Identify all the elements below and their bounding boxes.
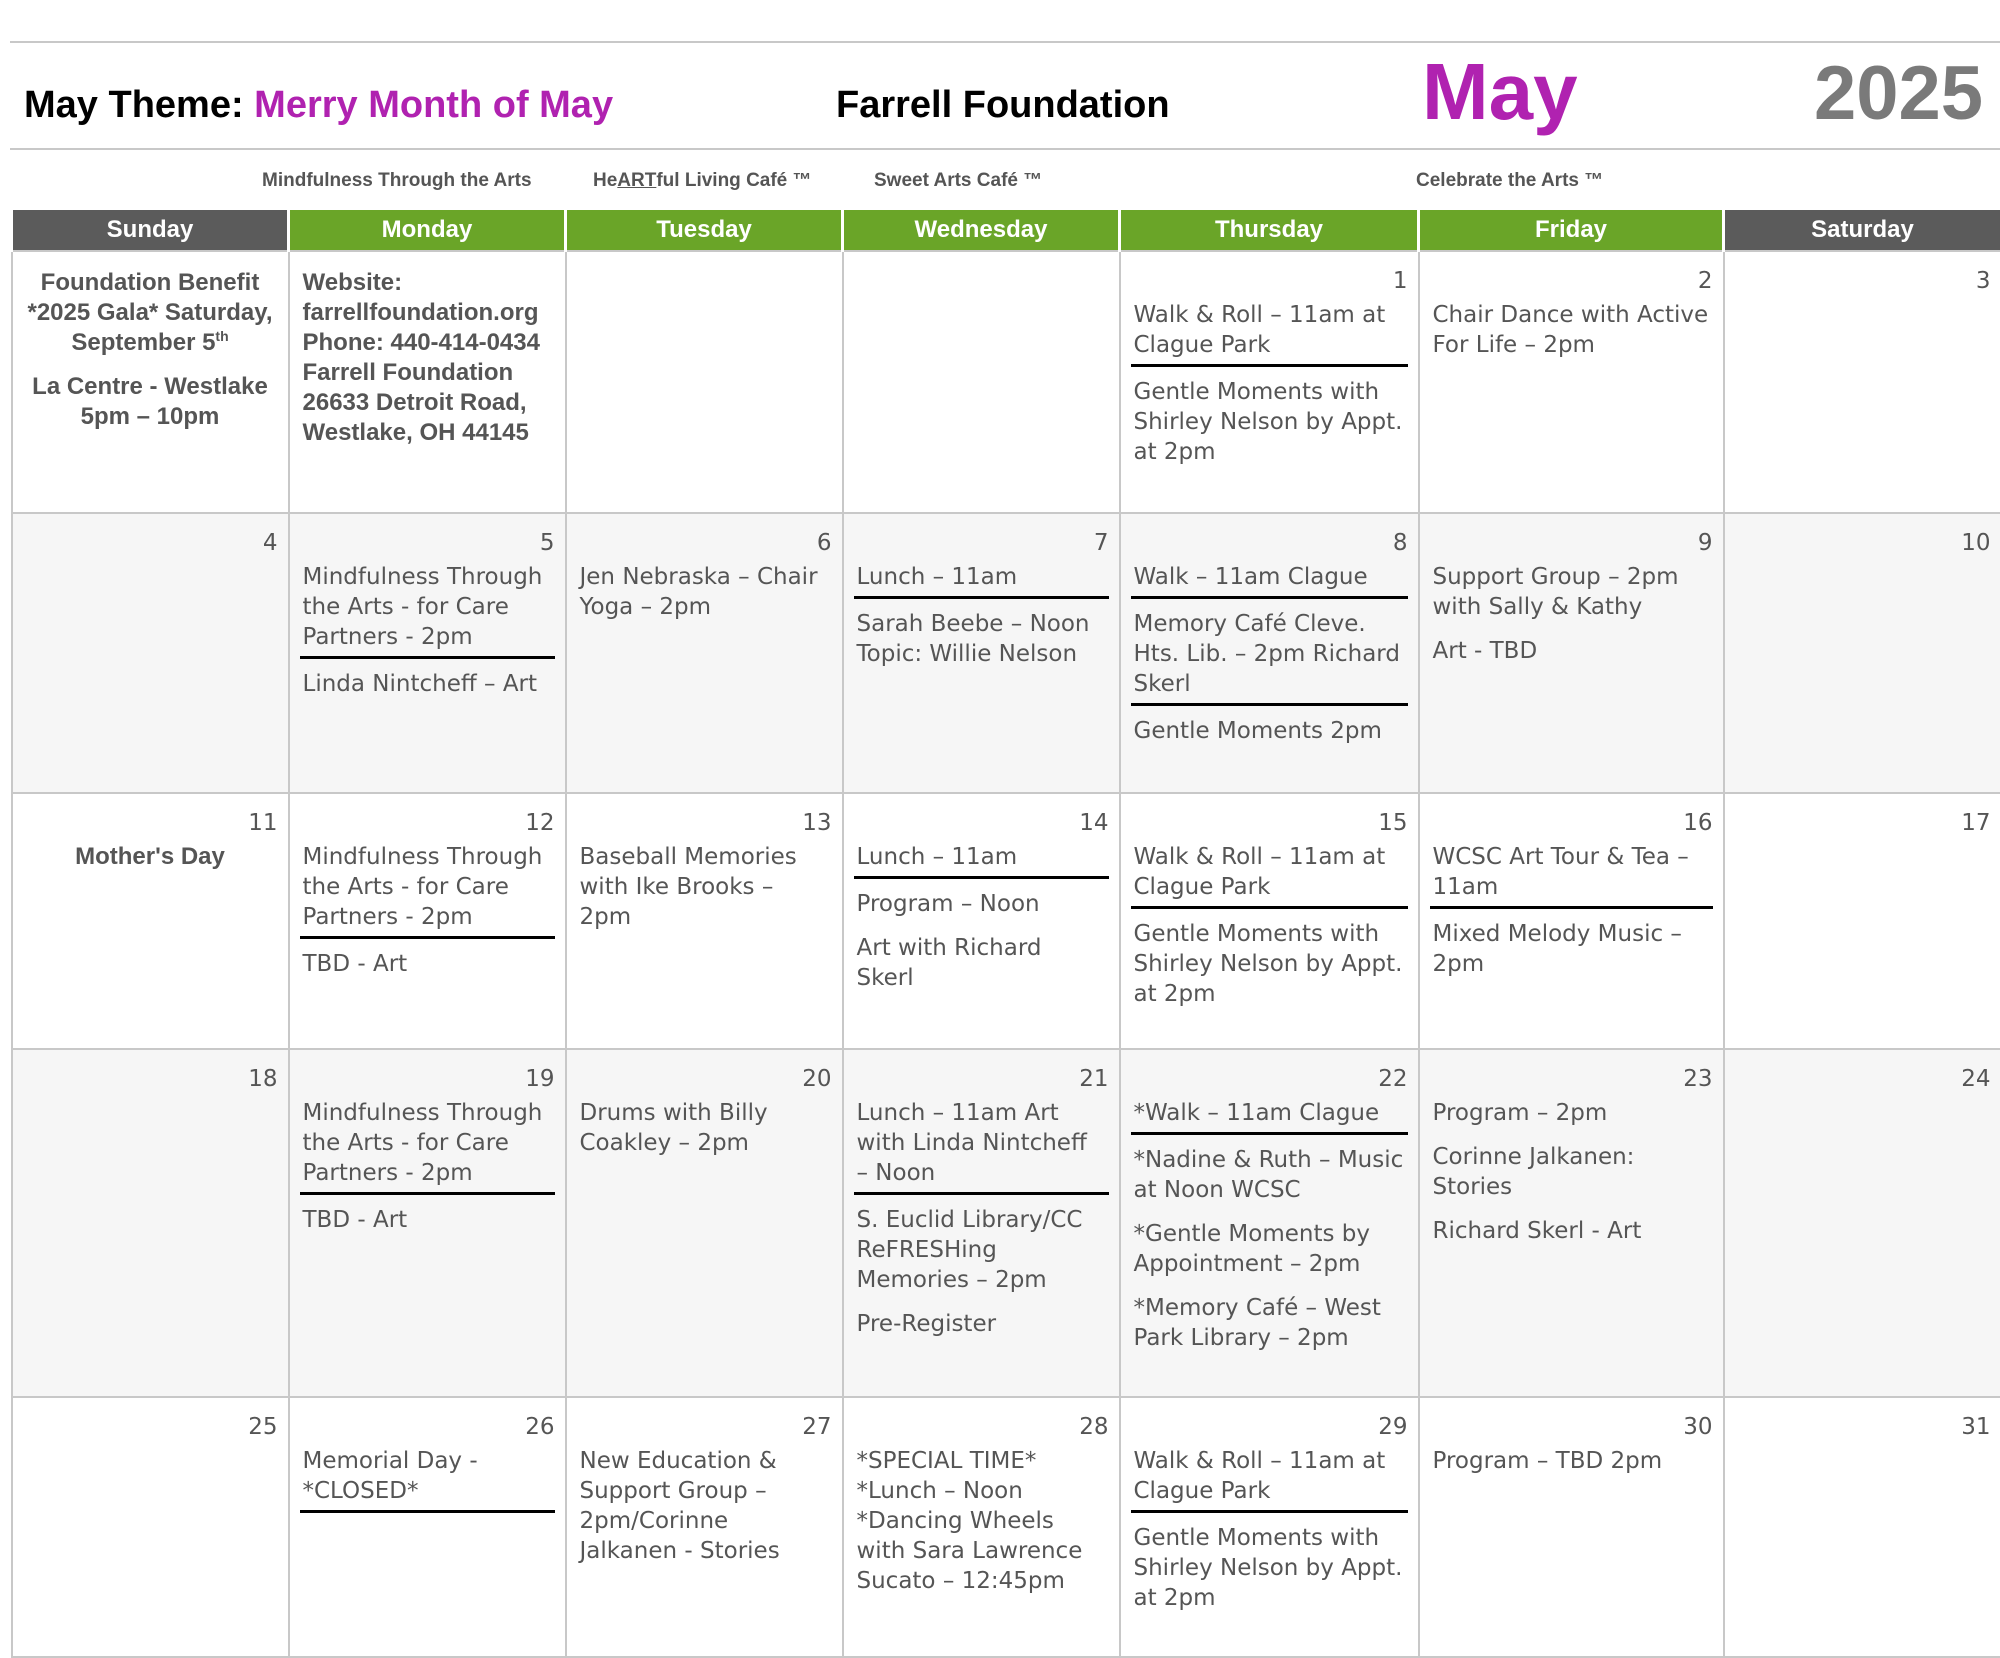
day-cell [843, 1397, 1120, 1657]
event-item [854, 842, 1109, 879]
day-number: 26 [300, 1414, 555, 1440]
event-text: Richard Skerl - Art [1433, 1218, 1642, 1244]
day-number: 29 [1131, 1414, 1408, 1440]
day-number: 28 [854, 1414, 1109, 1440]
event-text: Linda Nintcheff – Art [303, 671, 538, 697]
theme-label: May Theme: [24, 84, 254, 126]
day-cell [1419, 793, 1724, 1049]
event-item [854, 562, 1109, 599]
day-number: 1 [1131, 268, 1408, 294]
event-text: Program – 2pm [1433, 1100, 1608, 1126]
day-cell [1724, 1397, 2000, 1657]
event-text: Program – TBD 2pm [1433, 1448, 1663, 1474]
day-number: 17 [1735, 810, 1991, 836]
event-text: Mother's Day [75, 843, 225, 870]
event-text: WCSC Art Tour & Tea – 11am [1433, 844, 1689, 900]
day-cell [566, 513, 843, 793]
year-title: 2025 [1814, 56, 1983, 132]
day-number: 23 [1430, 1066, 1713, 1092]
day-number: 31 [1735, 1414, 1991, 1440]
event-text: Lunch – 11am Art with Linda Nintcheff – Noon [857, 1100, 1087, 1186]
day-cell [289, 1397, 566, 1657]
program-text: He [593, 170, 617, 191]
event-item [854, 1205, 1109, 1299]
event-text: Website: farrellfoundation.org Phone: 440-414-0434 Farrell Foundation 26633 Detroit Road, Westlake, OH 44145 [303, 269, 540, 446]
week-row [12, 1049, 2000, 1397]
day-cell [12, 793, 289, 1049]
event-text: *Nadine & Ruth – Music at Noon WCSC [1134, 1147, 1404, 1203]
day-number: 7 [854, 530, 1109, 556]
week-row [12, 251, 2000, 513]
event-item [1131, 1098, 1408, 1135]
event-item [854, 1446, 1109, 1600]
day-cell [1724, 793, 2000, 1049]
header-rule [10, 148, 2000, 150]
event-text: TBD - Art [303, 1207, 408, 1233]
event-text: Chair Dance with Active For Life – 2pm [1433, 302, 1709, 358]
day-cell [1419, 513, 1724, 793]
day-cell [289, 513, 566, 793]
header-monday: Monday [289, 210, 566, 251]
event-text: *Walk – 11am Clague [1134, 1100, 1380, 1126]
theme-value: Merry Month of May [254, 84, 613, 126]
day-number: 18 [23, 1066, 278, 1092]
event-item [300, 268, 555, 452]
day-cell [1120, 1397, 1419, 1657]
event-text: Program – Noon [857, 891, 1040, 917]
event-item [23, 372, 278, 436]
event-item [300, 669, 555, 703]
program-text: ful Living Café ™ [656, 170, 811, 191]
day-number: 10 [1735, 530, 1991, 556]
calendar-body [12, 251, 2000, 1657]
day-cell [1120, 793, 1419, 1049]
event-item [1131, 842, 1408, 909]
event-text: Pre-Register [857, 1311, 997, 1337]
day-number: 27 [577, 1414, 832, 1440]
event-item [854, 1098, 1109, 1195]
event-item [300, 949, 555, 983]
top-rule [10, 41, 2000, 43]
event-text: TBD - Art [303, 951, 408, 977]
week-row [12, 1397, 2000, 1657]
day-cell [566, 1049, 843, 1397]
day-number: 9 [1430, 530, 1713, 556]
event-item [1131, 300, 1408, 367]
event-text: Mixed Melody Music – 2pm [1433, 921, 1682, 977]
calendar-grid [10, 210, 2000, 1658]
event-text: Walk & Roll – 11am at Clague Park [1134, 844, 1386, 900]
day-number: 13 [577, 810, 832, 836]
day-number: 5 [300, 530, 555, 556]
event-text: Foundation Benefit *2025 Gala* Saturday, September 5 [27, 269, 272, 356]
day-cell [843, 1049, 1120, 1397]
event-text: Memory Café Cleve. Hts. Lib. – 2pm Richard Skerl [1134, 611, 1400, 697]
event-item [854, 933, 1109, 997]
event-text: *SPECIAL TIME* *Lunch – Noon *Dancing Wheels with Sara Lawrence Sucato – 12:45pm [857, 1448, 1083, 1594]
day-number: 20 [577, 1066, 832, 1092]
event-item [1430, 636, 1713, 670]
event-text: *Gentle Moments by Appointment – 2pm [1134, 1221, 1371, 1277]
day-cell [12, 513, 289, 793]
header-sunday: Sunday [12, 210, 289, 251]
day-cell [12, 1049, 289, 1397]
event-text: La Centre - Westlake 5pm – 10pm [32, 373, 268, 430]
organization-name: Farrell Foundation [836, 84, 1170, 127]
event-item [1430, 300, 1713, 364]
event-item [1131, 1145, 1408, 1209]
event-item [1430, 842, 1713, 909]
program-text: Mindfulness Through the Arts [262, 170, 532, 191]
event-text: Memorial Day - *CLOSED* [303, 1448, 478, 1504]
day-cell [566, 1397, 843, 1657]
event-text: Walk & Roll – 11am at Clague Park [1134, 1448, 1386, 1504]
event-item [1131, 609, 1408, 706]
event-text: Lunch – 11am [857, 564, 1018, 590]
day-number: 2 [1430, 268, 1713, 294]
event-text: Corinne Jalkanen: Stories [1433, 1144, 1635, 1200]
event-text: Lunch – 11am [857, 844, 1018, 870]
event-text: Gentle Moments with Shirley Nelson by Appt. at 2pm [1134, 921, 1403, 1007]
day-number: 30 [1430, 1414, 1713, 1440]
day-number: 19 [300, 1066, 555, 1092]
day-cell [289, 1049, 566, 1397]
day-number: 14 [854, 810, 1109, 836]
event-superscript: th [215, 328, 228, 344]
day-cell [289, 251, 566, 513]
event-item [300, 842, 555, 939]
header-friday: Friday [1419, 210, 1724, 251]
day-cell [1419, 251, 1724, 513]
event-text: S. Euclid Library/CC ReFRESHing Memories – 2pm [857, 1207, 1083, 1293]
event-text: Sarah Beebe – Noon Topic: Willie Nelson [857, 611, 1090, 667]
day-cell [12, 251, 289, 513]
event-item [1131, 716, 1408, 750]
event-text: Support Group – 2pm with Sally & Kathy [1433, 564, 1679, 620]
event-text: Baseball Memories with Ike Brooks – 2pm [580, 844, 797, 930]
event-text: Drums with Billy Coakley – 2pm [580, 1100, 768, 1156]
day-number: 8 [1131, 530, 1408, 556]
day-number: 21 [854, 1066, 1109, 1092]
event-item [854, 609, 1109, 673]
program-sweet-arts [874, 170, 1042, 192]
event-text: *Memory Café – West Park Library – 2pm [1134, 1295, 1381, 1351]
event-text: Jen Nebraska – Chair Yoga – 2pm [580, 564, 818, 620]
day-number: 24 [1735, 1066, 1991, 1092]
event-item [1430, 1216, 1713, 1250]
event-item [1430, 562, 1713, 626]
program-text: Sweet Arts Café ™ [874, 170, 1042, 191]
event-item [854, 1309, 1109, 1343]
event-item [1131, 1523, 1408, 1617]
event-item [577, 842, 832, 936]
program-mindfulness [262, 170, 532, 192]
day-number: 12 [300, 810, 555, 836]
day-cell [1120, 513, 1419, 793]
event-text: Art with Richard Skerl [857, 935, 1042, 991]
event-item [300, 562, 555, 659]
program-celebrate [1416, 170, 1603, 192]
event-item [577, 1098, 832, 1162]
event-text: Gentle Moments with Shirley Nelson by Appt. at 2pm [1134, 1525, 1403, 1611]
day-cell [12, 1397, 289, 1657]
event-item [1131, 1219, 1408, 1283]
event-text: New Education & Support Group – 2pm/Corinne Jalkanen - Stories [580, 1448, 780, 1564]
program-underline: ART [617, 170, 656, 191]
event-text: Gentle Moments 2pm [1134, 718, 1382, 744]
day-cell [566, 793, 843, 1049]
weekday-header-row [12, 210, 2000, 251]
event-item [1131, 562, 1408, 599]
program-heartful [593, 170, 812, 192]
event-text: Mindfulness Through the Arts - for Care Partners - 2pm [303, 564, 543, 650]
event-item [1430, 1142, 1713, 1206]
week-row [12, 513, 2000, 793]
event-text: Art - TBD [1433, 638, 1538, 664]
day-number: 3 [1735, 268, 1991, 294]
week-row [12, 793, 2000, 1049]
header-wednesday: Wednesday [843, 210, 1120, 251]
day-number: 6 [577, 530, 832, 556]
day-number: 11 [23, 810, 278, 836]
day-cell [1724, 251, 2000, 513]
day-cell [1724, 1049, 2000, 1397]
header-saturday: Saturday [1724, 210, 2000, 251]
header-tuesday: Tuesday [566, 210, 843, 251]
day-number: 25 [23, 1414, 278, 1440]
event-item [577, 1446, 832, 1570]
day-cell [1419, 1049, 1724, 1397]
month-theme [24, 84, 613, 127]
event-item [1430, 1098, 1713, 1132]
event-item [1131, 1446, 1408, 1513]
event-item [300, 1446, 555, 1513]
day-cell [843, 793, 1120, 1049]
header-thursday: Thursday [1120, 210, 1419, 251]
day-cell [843, 251, 1120, 513]
day-number: 4 [23, 530, 278, 556]
day-cell [289, 793, 566, 1049]
day-cell [1724, 513, 2000, 793]
month-title: May [1422, 52, 1578, 132]
event-item [1131, 919, 1408, 1013]
event-text: Walk & Roll – 11am at Clague Park [1134, 302, 1386, 358]
event-text: Mindfulness Through the Arts - for Care Partners - 2pm [303, 1100, 543, 1186]
event-item [23, 268, 278, 362]
day-number: 22 [1131, 1066, 1408, 1092]
event-item [1430, 1446, 1713, 1480]
event-item [577, 562, 832, 626]
day-cell [843, 513, 1120, 793]
event-item [300, 1205, 555, 1239]
event-item [854, 889, 1109, 923]
event-text: Walk – 11am Clague [1134, 564, 1368, 590]
day-cell [1419, 1397, 1724, 1657]
event-text: Gentle Moments with Shirley Nelson by Appt. at 2pm [1134, 379, 1403, 465]
program-text: Celebrate the Arts ™ [1416, 170, 1603, 191]
day-number: 16 [1430, 810, 1713, 836]
event-item [1131, 1293, 1408, 1357]
event-item [300, 1098, 555, 1195]
event-item [1430, 919, 1713, 983]
event-text: Mindfulness Through the Arts - for Care Partners - 2pm [303, 844, 543, 930]
event-item [1131, 377, 1408, 471]
day-cell [1120, 1049, 1419, 1397]
day-number: 15 [1131, 810, 1408, 836]
day-cell [566, 251, 843, 513]
day-cell [1120, 251, 1419, 513]
event-item [23, 842, 278, 876]
